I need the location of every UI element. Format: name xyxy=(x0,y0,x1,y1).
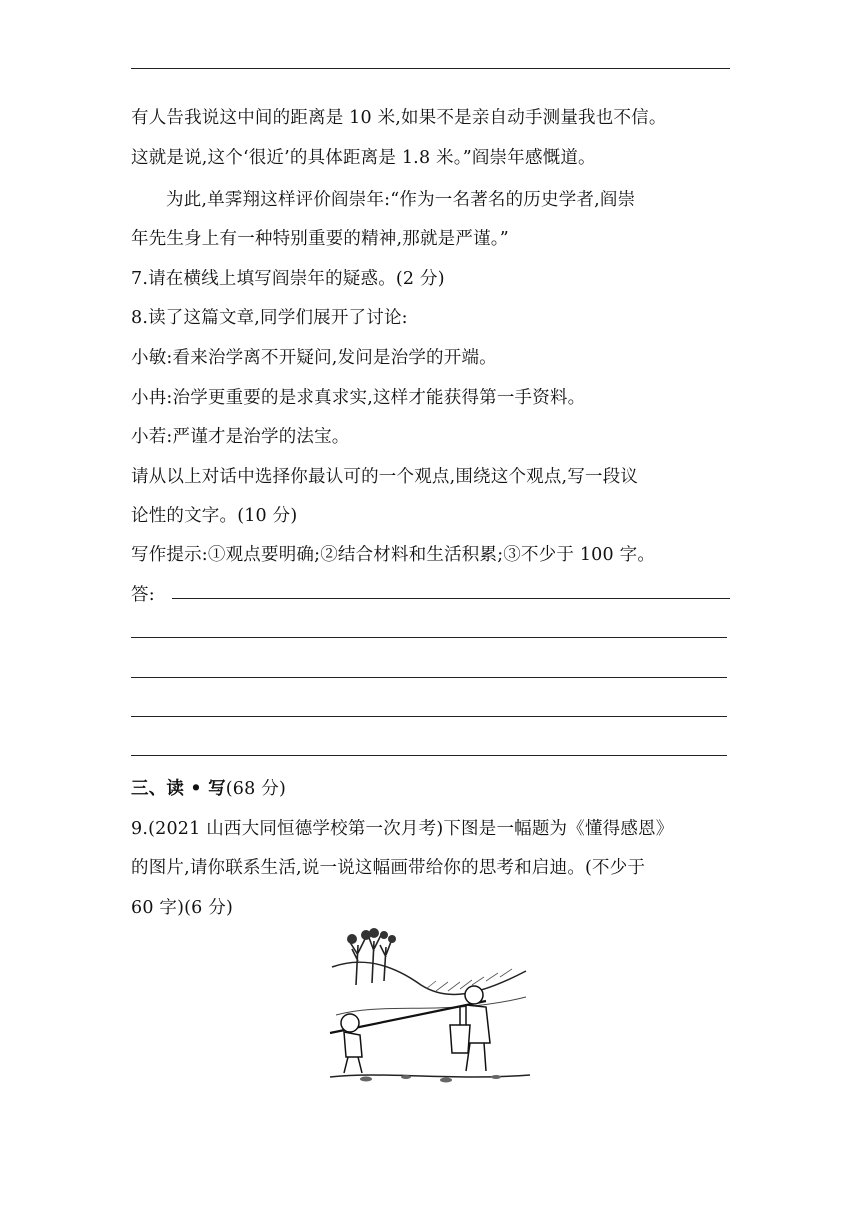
question-8-intro: 8.读了这篇文章,同学们展开了讨论: xyxy=(131,308,408,328)
question-9: 60 字)(6 分) xyxy=(131,898,234,918)
answer-label: 答: xyxy=(131,585,155,605)
passage-line: 为此,单霁翔这样评价阎崇年:“作为一名著名的历史学者,阎崇 xyxy=(166,190,636,210)
passage-line: 年先生身上有一种特别重要的精神,那就是严谨。” xyxy=(131,229,509,249)
opinion-xiaoran: 小冉:治学更重要的是求真求实,这样才能获得第一手资料。 xyxy=(131,388,586,408)
opinion-xiaomin: 小敏:看来治学离不开疑问,发问是治学的开端。 xyxy=(131,348,497,368)
writing-hint: 写作提示:①观点要明确;②结合材料和生活积累;③不少于 100 字。 xyxy=(131,545,656,565)
section-heading-title: 三、读 • 写 xyxy=(131,779,226,799)
question-9: 9.(2021 山西大同恒德学校第一次月考)下图是一幅题为《懂得感恩》 xyxy=(131,819,674,839)
question-7: 7.请在横线上填写阎崇年的疑惑。(2 分) xyxy=(131,269,445,289)
question-8-task: 请从以上对话中选择你最认可的一个观点,围绕这个观点,写一段议 xyxy=(131,467,639,487)
answer-line[interactable] xyxy=(131,716,727,717)
section-heading-score: (68 分) xyxy=(225,779,286,799)
top-rule xyxy=(131,68,730,69)
section-heading xyxy=(131,775,286,800)
gratitude-illustration xyxy=(326,925,532,1085)
answer-line[interactable] xyxy=(131,677,727,678)
passage-line: 有人告我说这中间的距离是 10 米,如果不是亲自动手测量我也不信。 xyxy=(131,108,667,128)
question-8-task: 论性的文字。(10 分) xyxy=(131,506,298,526)
opinion-xiaoruo: 小若:严谨才是治学的法宝。 xyxy=(131,427,350,447)
answer-line[interactable] xyxy=(131,755,727,756)
question-9: 的图片,请你联系生活,说一说这幅画带给你的思考和启迪。(不少于 xyxy=(131,858,646,878)
answer-line[interactable] xyxy=(131,637,727,638)
passage-line: 这就是说,这个‘很近’的具体距离是 1.8 米。”阎崇年感慨道。 xyxy=(131,148,596,168)
answer-line[interactable] xyxy=(172,598,730,599)
